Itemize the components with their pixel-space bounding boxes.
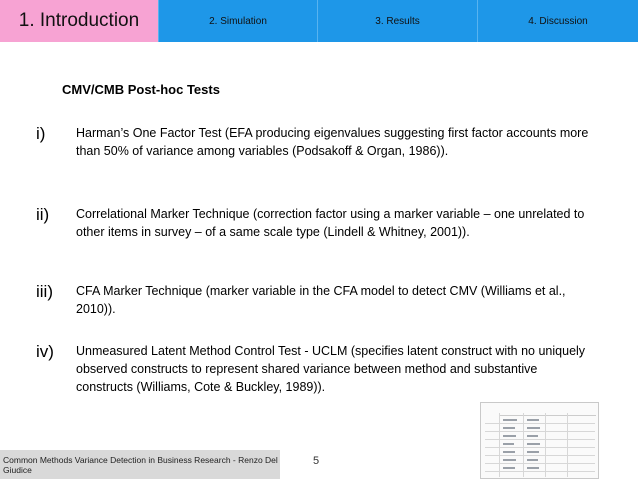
list-item	[36, 342, 596, 396]
table-thumbnail-cell	[503, 443, 514, 445]
list-numeral: ii)	[36, 205, 50, 224]
table-thumbnail-rule	[485, 463, 595, 464]
table-thumbnail-header	[499, 406, 596, 416]
table-thumbnail-cell	[503, 459, 516, 461]
table-thumbnail-cell	[503, 427, 515, 429]
tab-simulation[interactable]	[158, 0, 317, 42]
table-thumbnail-cell	[527, 451, 539, 453]
tab-introduction-label: 1. Introduction	[18, 10, 140, 31]
tab-discussion-label: 4. Discussion	[528, 15, 588, 27]
tab-introduction[interactable]	[0, 0, 158, 42]
list-item	[36, 205, 596, 241]
table-thumbnail-rule	[485, 423, 595, 424]
table-thumbnail-rule	[485, 447, 595, 448]
tab-discussion[interactable]	[477, 0, 638, 42]
table-thumbnail	[480, 402, 599, 479]
table-thumbnail-cell	[503, 419, 517, 421]
slide-footer	[0, 450, 280, 479]
table-thumbnail-rule	[485, 439, 595, 440]
list-item	[36, 282, 596, 318]
page-number: 5	[313, 455, 320, 467]
table-thumbnail-cell	[527, 435, 538, 437]
list-text: Unmeasured Latent Method Control Test - UCLM (specifies latent construct with no uniquely observed constructs to represent shared variance between method and substantive constructs (Williams, Cote & Buckley, 1989)).	[76, 344, 586, 394]
list-text: Harman’s One Factor Test (EFA producing eigenvalues suggesting first factor accounts more than 50% of variance among variables (Podsakoff & Organ, 1986)).	[76, 126, 589, 158]
table-thumbnail-cell	[527, 459, 538, 461]
table-thumbnail-rule	[485, 455, 595, 456]
list-numeral: i)	[36, 124, 46, 143]
table-thumbnail-rule	[485, 431, 595, 432]
list-item	[36, 124, 596, 160]
list-numeral: iii)	[36, 282, 53, 301]
table-thumbnail-cell	[503, 451, 515, 453]
table-thumbnail-cell	[527, 443, 540, 445]
list-text: Correlational Marker Technique (correction factor using a marker variable – one unrelated to other items in survey – of a same scale type (Lindell & Whitney, 2001)).	[76, 207, 585, 239]
list-text: CFA Marker Technique (marker variable in the CFA model to detect CMV (Williams et al., 2010)).	[76, 284, 566, 316]
footer-text: Common Methods Variance Detection in Business Research - Renzo Del Giudice	[3, 454, 278, 475]
section-nav	[0, 0, 638, 42]
table-thumbnail-cell	[503, 467, 515, 469]
tab-results[interactable]	[317, 0, 477, 42]
table-thumbnail-cell	[527, 419, 539, 421]
table-thumbnail-cell	[527, 467, 539, 469]
table-thumbnail-rule	[485, 471, 595, 472]
table-thumbnail-cell	[527, 427, 540, 429]
tab-results-label: 3. Results	[375, 15, 420, 27]
tab-simulation-label: 2. Simulation	[209, 15, 267, 27]
list-numeral: iv)	[36, 342, 54, 361]
table-thumbnail-cell	[503, 435, 516, 437]
slide-heading: CMV/CMB Post-hoc Tests	[62, 82, 220, 97]
